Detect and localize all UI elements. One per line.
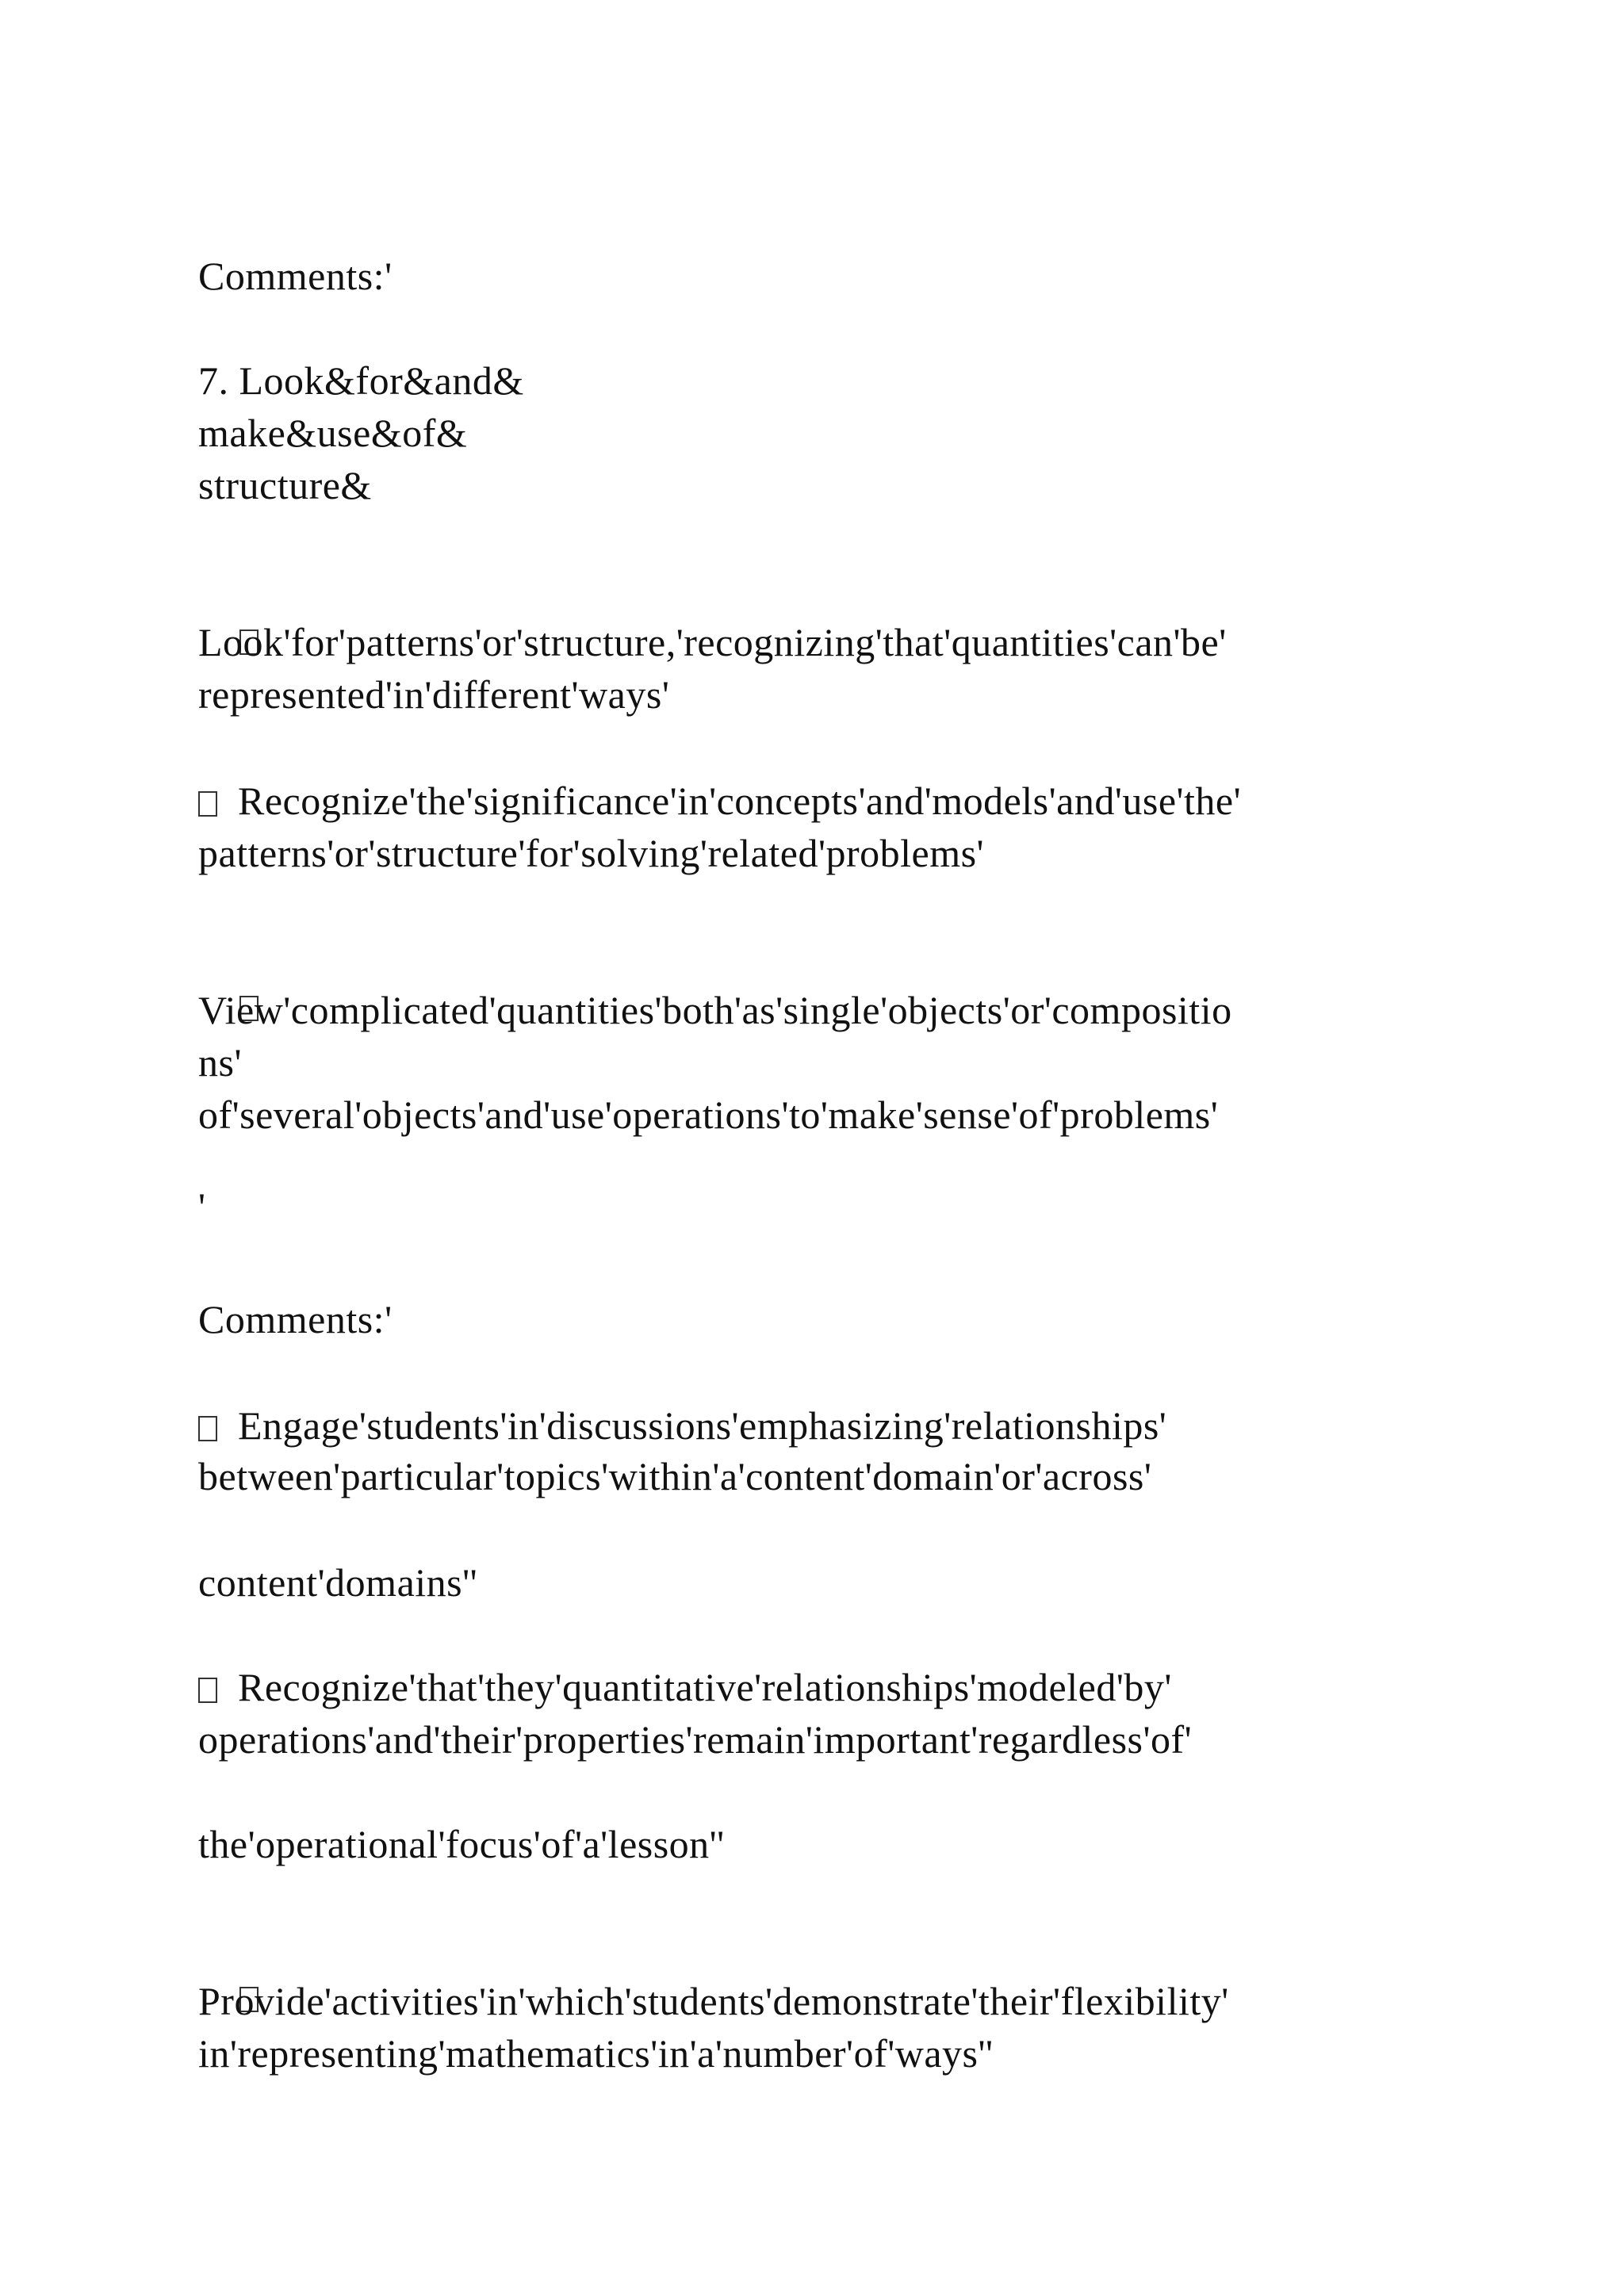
bullet-text-line: of'several'objects'and'use'operations'to'make'sense'of'problems' <box>198 1093 1219 1137</box>
section-heading-line-2: make&use&of& <box>198 411 468 455</box>
bullet-text-line: represented'in'different'ways' <box>198 672 670 717</box>
bullet-text-line: the'operational'focus'of'a'lesson'' <box>198 1822 725 1866</box>
bullet-text-line: Recognize'the'significance'in'concepts'and'models'and'use'the' <box>238 779 1242 823</box>
missing-glyph-box-icon <box>198 1416 217 1441</box>
bullet-text-line: Provide'activities'in'which'students'demonstrate'their'flexibility' <box>198 1979 1229 2023</box>
bullet-text-line: ns' <box>198 1040 242 1085</box>
section-heading-line-3: structure& <box>198 463 372 507</box>
bullet-text-line: Look'for'patterns'or'structure,'recognizing'that'quantities'can'be' <box>198 620 1227 664</box>
bullet-text-line: in'representing'mathematics'in'a'number'of'ways'' <box>198 2031 994 2076</box>
bullet-text-line: operations'and'their'properties'remain'important'regardless'of' <box>198 1717 1193 1762</box>
bullet-text-line: View'complicated'quantities'both'as'single'objects'or'compositio <box>198 988 1232 1032</box>
section-heading-line-1: 7. Look&for&and& <box>198 358 524 403</box>
stray-apostrophe: ' <box>198 1184 206 1229</box>
bullet-text-line: Recognize'that'they'quantitative'relationships'modeled'by' <box>238 1665 1172 1709</box>
comments-label: Comments:' <box>198 1297 393 1341</box>
bullet-text-line: content'domains'' <box>198 1560 478 1605</box>
bullet-text-line: Engage'students'in'discussions'emphasizing'relationships' <box>238 1403 1167 1448</box>
missing-glyph-box-icon <box>198 1678 217 1703</box>
bullet-row <box>198 1402 1166 1449</box>
bullet-row <box>198 777 1241 825</box>
bullet-text-line: between'particular'topics'within'a'content'domain'or'across' <box>198 1454 1152 1498</box>
missing-glyph-box-icon <box>198 791 217 817</box>
comments-label: Comments:' <box>198 254 393 298</box>
bullet-text-line: patterns'or'structure'for'solving'related'problems' <box>198 831 985 875</box>
bullet-row <box>198 1663 1172 1711</box>
